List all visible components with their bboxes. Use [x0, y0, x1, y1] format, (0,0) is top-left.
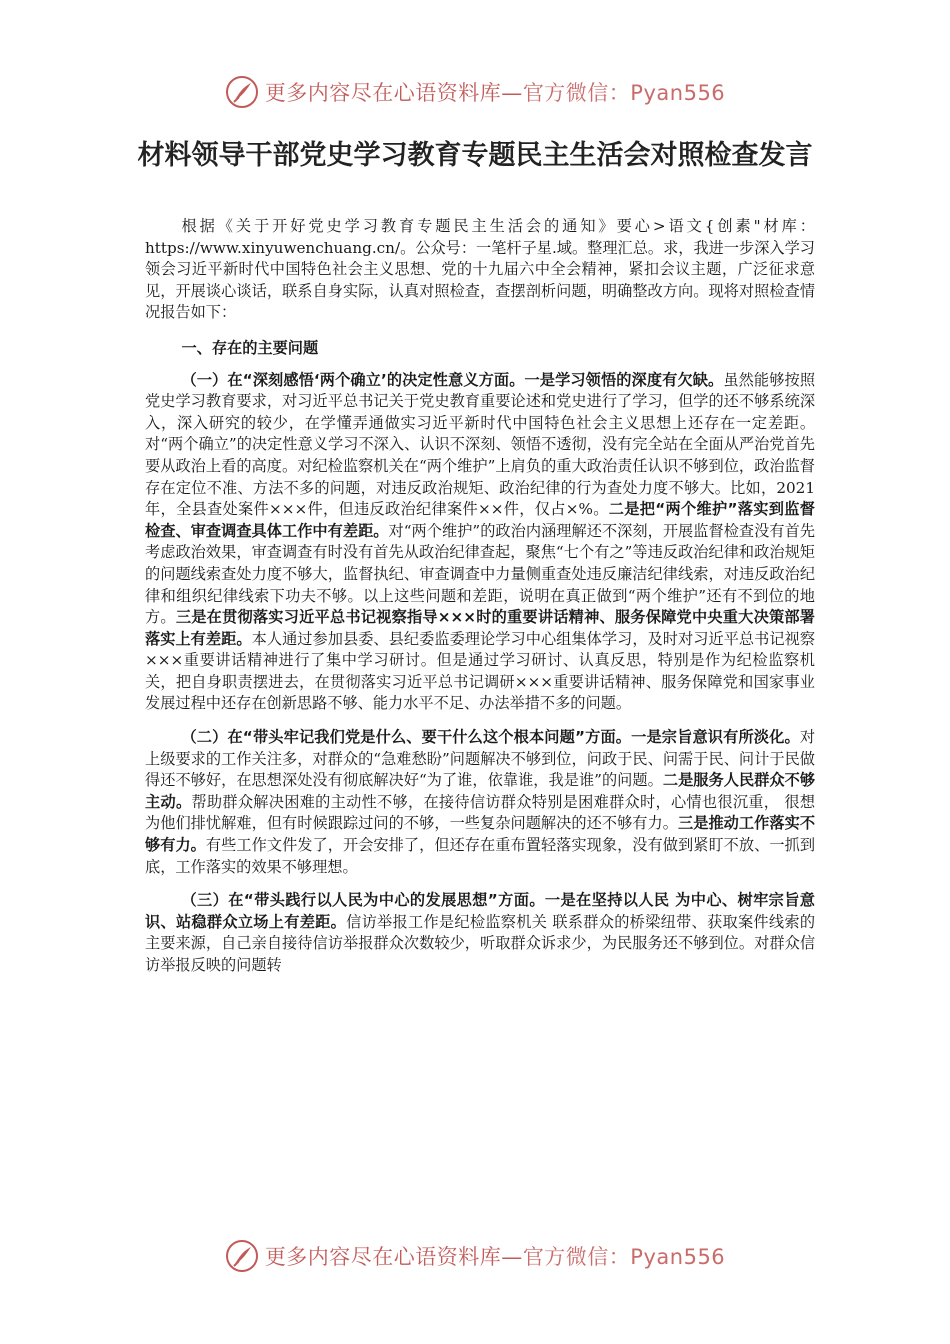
document-body [145, 216, 815, 977]
intro-paragraph: 根据《关于开好党史学习教育专题民主生活会的通知》要心>语文{创素"材库：https://www.xinyuwenchuang.cn/。公众号：一笔杆子星.域。整理汇总。求，我进一步深入学习领会习近平新时代中国特色社会主义思想、党的十九届六中全会精神，紧扣会议主题，广泛征求意见，开展谈心谈话，联系自身实际，认真对照检查，查摆剖析问题，明确整改方向。现将对照检查情况报告如下： [145, 217, 815, 322]
document-title: 材料领导干部党史学习教育专题民主生活会对照检查发言 [137, 140, 813, 171]
paragraph-section-1: （一）在“深刻感悟‘两个确立’的决定性意义方面。一是学习领悟的深度有欠缺。虽然能够按照党史学习教育要求，对习近平总书记关于党史教育重要论述和党史进行了学习，但学的还不够系统深入，深入研究的较少，在学懂弄通做实习近平新时代中国特色社会主义思想上还存在一定差距。对“两个确立”的决定性意义学习不深入、认识不深刻、领悟不透彻，没有完全站在全面从严治党首先要从政治上看的高度。对纪检监察机关在“两个维护”上肩负的重大政治责任认识不够到位，政治监督存在定位不准、方法不多的问题，对违反政治规矩、政治纪律的行为查处力度不够大。比如，2021 年，全县查处案件×××件，但违反政治纪律案件××件，仅占×%。二是把“两个维护”落实到监督检查、审查调查具体工作中有差距。对“两个维护”的政治内涵理解还不深刻，开展监督检查没有首先考虑政治效果，审查调查有时没有首先从政治纪律查起，聚焦“七个有之”等违反政治纪律和政治规矩的问题线索查处力度不够大，监督执纪、审查调查中力量侧重查处违反廉洁纪律线索，对违反政治纪律和组织纪律线索下功夫不够。以上这些问题和差距，说明在真正做到“两个维护”还有不到位的地方。三是在贯彻落实习近平总书记视察指导×××时的重要讲话精神、服务保障党中央重大决策部署落实上有差距。本人通过参加县委、县纪委监委理论学习中心组集体学习，及时对习近平总书记视察×××重要讲话精神进行了集中学习研讨。但是通过学习研讨、认真反思，特别是作为纪检监察机关，把自身职责摆进去，在贯彻落实习近平总书记调研×××重要讲话精神、服务保障党和国家事业发展过程中还存在创新思路不够、能力水平不足、办法举措不多的问题。 [145, 370, 816, 713]
banner-text: 更多内容尽在心语资料库—官方微信：Pyan556 [264, 1245, 726, 1269]
header-banner [0, 72, 950, 112]
section-heading: 一、存在的主要问题 [181, 338, 319, 357]
footer-banner [0, 1236, 950, 1276]
banner-text: 更多内容尽在心语资料库—官方微信：Pyan556 [264, 81, 726, 105]
quill-logo-icon [225, 1239, 259, 1273]
paragraph-section-3: （三）在“带头践行以人民为中心的发展思想”方面。一是在坚持以人民 为中心、树牢宗旨意识、站稳群众立场上有差距。信访举报工作是纪检监察机关 联系群众的桥梁纽带、获取案件线索的主要来源，自己亲自接待信访举报群众次数较少，听取群众诉求少，为民服务还不够到位。对群众信访举报反映的问题转 [145, 891, 816, 974]
quill-logo-icon [225, 75, 259, 109]
paragraph-section-2: （二）在“带头牢记我们党是什么、要干什么这个根本问题”方面。一是宗旨意识有所淡化。对上级要求的工作关注多，对群众的“急难愁盼”问题解决不够到位，问政于民、问需于民、问计于民做得还不够好，在思想深处没有彻底解决好“为了谁，依靠谁，我是谁”的问题。二是服务人民群众不够主动。帮助群众解决困难的主动性不够，在接待信访群众特别是困难群众时，心情也很沉重， 很想为他们排忧解难，但有时候跟踪过问的不够，一些复杂问题解决的还不够有力。三是推动工作落实不够有力。有些工作文件发了，开会安排了，但还存在重布置轻落实现象，没有做到紧盯不放、一抓到底，工作落实的效果不够理想。 [145, 728, 816, 876]
